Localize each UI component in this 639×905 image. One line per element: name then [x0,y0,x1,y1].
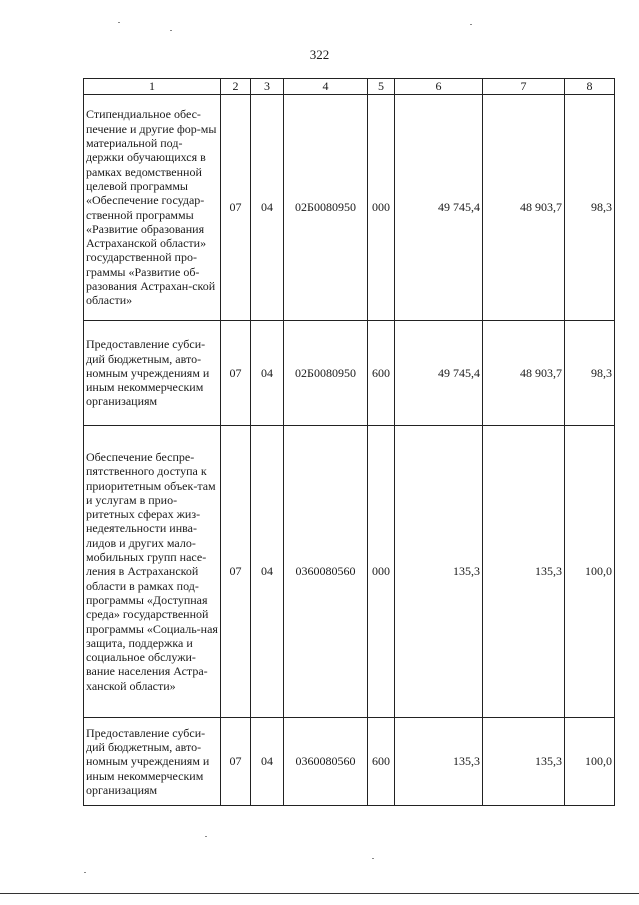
scan-speck [118,22,120,23]
actual-amount: 135,3 [483,718,565,806]
column-header: 1 [84,79,221,95]
target-article-code: 0360080560 [284,718,368,806]
planned-amount: 135,3 [395,718,483,806]
target-article-code: 0360080560 [284,426,368,718]
row-description: Обеспечение беспре-пятственного доступа к приоритетным объек-там и услугам в прио-ритетных сферах жиз-недеятельности инва-лидов и других мало-мобильных групп насе-ления в Астраханской области в рамках под-программы «Доступная среда» государственной программы «Социаль-ная защита, поддержка и социальное обслужи-вание населения Астра-ханской области» [84,426,221,718]
expense-type-code: 600 [368,718,395,806]
section-code: 07 [221,95,251,321]
target-article-code: 02Б0080950 [284,321,368,426]
column-header: 7 [483,79,565,95]
execution-percent: 100,0 [565,426,615,718]
row-description: Стипендиальное обес-печение и другие фор-мы материальной под-держки обучающихся в рамках ведомственной целевой программы «Обеспечение государ-ственной программы «Развитие образования Астраханской области» государственной про-граммы «Развитие об-разования Астрахан-ской области» [84,95,221,321]
expense-type-code: 600 [368,321,395,426]
scan-speck [372,858,374,859]
expense-type-code: 000 [368,95,395,321]
subsection-code: 04 [251,718,284,806]
table-row [84,718,615,806]
column-header: 2 [221,79,251,95]
scan-speck [84,872,86,873]
scan-speck [170,30,172,31]
table-row [84,95,615,321]
planned-amount: 49 745,4 [395,321,483,426]
scan-speck [205,836,207,837]
expense-type-code: 000 [368,426,395,718]
actual-amount: 135,3 [483,426,565,718]
planned-amount: 49 745,4 [395,95,483,321]
row-description: Предоставление субси-дий бюджетным, авто-номным учреждениям и иным некоммерческим организациям [84,718,221,806]
execution-percent: 98,3 [565,95,615,321]
column-header: 3 [251,79,284,95]
budget-table [83,78,615,806]
section-code: 07 [221,718,251,806]
section-code: 07 [221,321,251,426]
section-code: 07 [221,426,251,718]
execution-percent: 100,0 [565,718,615,806]
actual-amount: 48 903,7 [483,95,565,321]
page-bottom-rule [0,893,639,894]
subsection-code: 04 [251,95,284,321]
column-header: 4 [284,79,368,95]
column-header: 5 [368,79,395,95]
actual-amount: 48 903,7 [483,321,565,426]
scan-speck [470,24,472,25]
column-header: 8 [565,79,615,95]
execution-percent: 98,3 [565,321,615,426]
target-article-code: 02Б0080950 [284,95,368,321]
row-description: Предоставление субси-дий бюджетным, авто-номным учреждениям и иным некоммерческим организациям [84,321,221,426]
table-row [84,321,615,426]
table-row [84,426,615,718]
subsection-code: 04 [251,321,284,426]
table-header-row [84,79,615,95]
planned-amount: 135,3 [395,426,483,718]
subsection-code: 04 [251,426,284,718]
column-header: 6 [395,79,483,95]
page-number: 322 [309,47,330,62]
